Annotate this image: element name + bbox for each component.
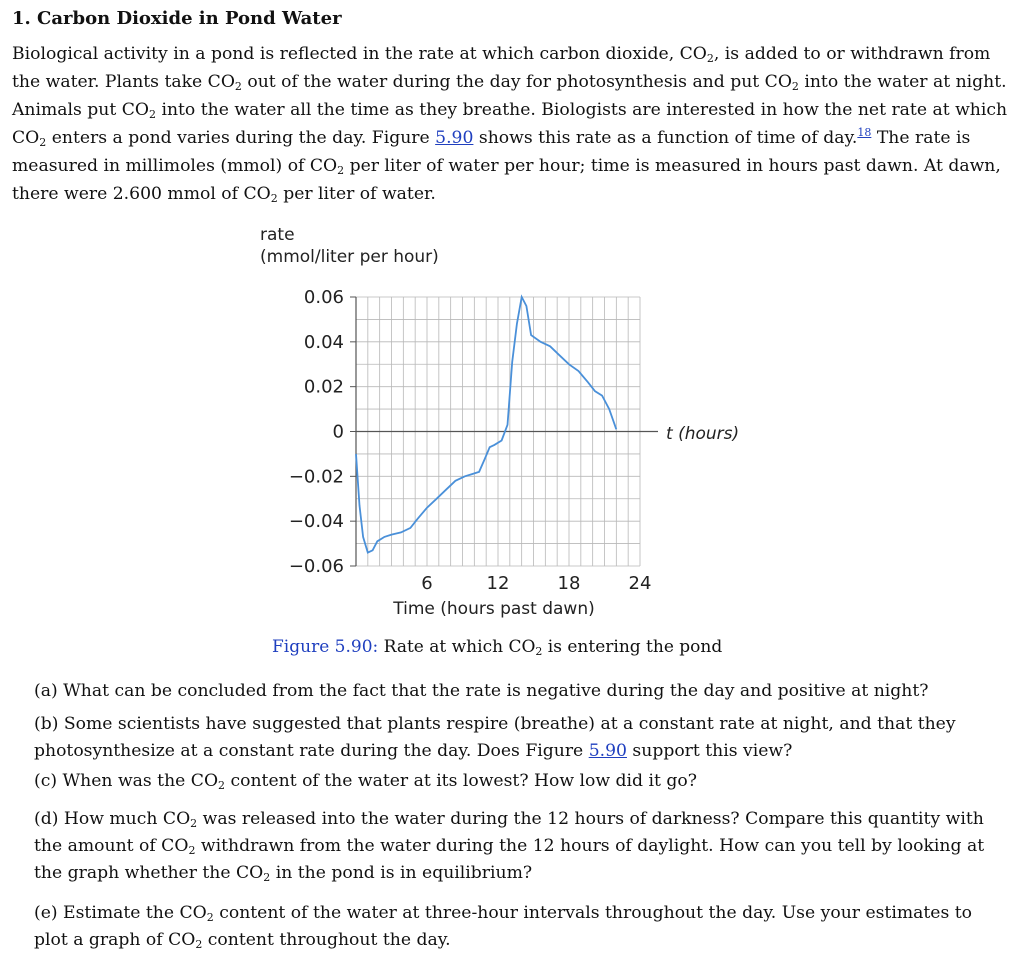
- y-tick-label: 0: [332, 421, 344, 443]
- footnote-link[interactable]: 18: [857, 126, 872, 139]
- t-axis-label: t (hours): [666, 424, 740, 444]
- question-b: (b) Some scientists have suggested that plants respire (breathe) at a constant rate at night, and that they photosynthesize at a constant rate during the day. Does Figure 5.90 support this view?: [34, 714, 956, 761]
- chart-tick-labels: [289, 287, 652, 594]
- figure-caption: Figure 5.90: Rate at which $CO_2$ is entering the pond: [272, 637, 723, 658]
- figure-link[interactable]: 5.90: [435, 128, 474, 148]
- rate-chart: [256, 222, 756, 622]
- question-a: (a) What can be concluded from the fact that the rate is negative during the day and positive at night?: [34, 681, 929, 701]
- question-d: (d) How much $CO_2$ was released into the water during the 12 hours of darkness? Compare this quantity with the amount of $CO_2$ withdrawn from the water during the 12 hours of daylight. How can you tell by looking at the graph whether the $CO_2$ in the pond is in equilibrium?: [34, 809, 985, 884]
- x-tick-label: 12: [486, 573, 510, 594]
- rate-figure: [256, 222, 756, 622]
- x-tick-label: 24: [628, 573, 652, 594]
- y-tick-label: −0.06: [288, 556, 344, 577]
- question-c: (c) When was the $CO_2$ content of the water at its lowest? How low did it go?: [34, 771, 697, 792]
- y-tick-label: 0.04: [303, 331, 344, 353]
- figure-link-b[interactable]: 5.90: [588, 741, 627, 761]
- y-tick-label: 0.06: [303, 287, 344, 308]
- y-tick-label: 0.02: [303, 376, 344, 398]
- y-tick-label: −0.02: [288, 466, 344, 488]
- problem-title: 1. Carbon Dioxide in Pond Water: [12, 8, 342, 29]
- caption-label: Figure 5.90:: [272, 637, 379, 657]
- x-tick-label: 6: [421, 573, 433, 594]
- problem-intro: Biological activity in a pond is reflected in the rate at which carbon dioxide, $CO_2$, is added to or withdrawn from the water. Plants take $CO_2$ out of the water during the day for photosynthesis and put $CO_2$ into the water at night. Animals put $CO_2$ into the water all the time as they breathe. Biologists are interested in how the net rate at which $CO_2$ enters a pond varies during the day. Figure 5.90 shows this rate as a function of time of day.$^{18}$ The rate is measured in millimoles (mmol) of $CO_2$ per liter of water per hour; time is measured in hours past dawn. At dawn, there were 2.600 mmol of $CO_2$ per liter of water.: [12, 44, 1008, 205]
- question-e: (e) Estimate the $CO_2$ content of the water at three-hour intervals throughout the day. Use your estimates to plot a graph of $CO_2$ content throughout the day.: [34, 903, 973, 951]
- x-tick-label: 18: [557, 573, 581, 594]
- chart-grid: [350, 297, 658, 566]
- y-axis-label-rate: rate: [260, 225, 295, 245]
- x-axis-label: Time (hours past dawn): [393, 599, 595, 619]
- y-axis-label-units: (mmol/liter per hour): [260, 247, 439, 267]
- y-tick-label: −0.04: [288, 511, 344, 533]
